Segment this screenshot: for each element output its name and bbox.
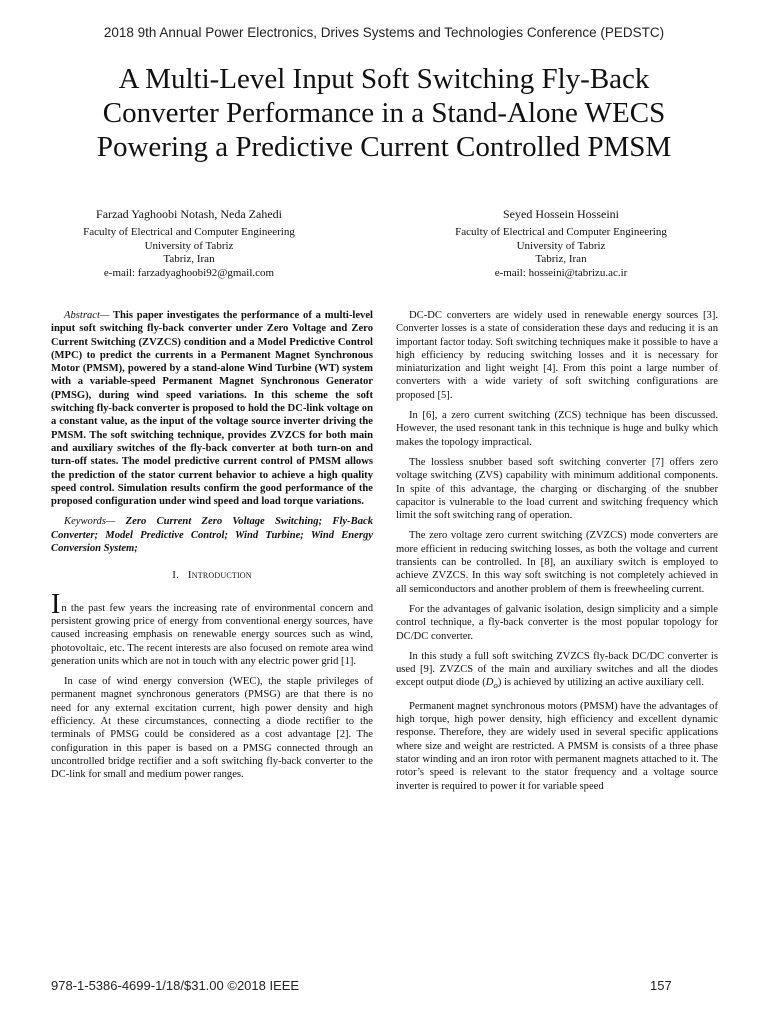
- author-block-right: [396, 208, 726, 280]
- title-line: Converter Performance in a Stand-Alone WECS: [102, 97, 666, 129]
- keywords: [51, 515, 373, 555]
- body-paragraph: The lossless snubber based soft switching converter [7] offers zero voltage switching (ZVS) capability with minimum additional components. In spite of this advantage, the charging or discharging of the snubber capacitor is vulnerable to the load current and switching frequency which limit the soft switching rang of operation.: [396, 456, 718, 522]
- author-department: Faculty of Electrical and Computer Engineering: [83, 226, 295, 239]
- abstract: [51, 309, 373, 508]
- diode-symbol: D: [485, 677, 494, 689]
- author-department: Faculty of Electrical and Computer Engineering: [455, 226, 667, 239]
- author-email: e-mail: hosseini@tabrizu.ac.ir: [494, 266, 628, 279]
- body-paragraph: In [6], a zero current switching (ZCS) technique has been discussed. However, the used resonant tank in this technique is huge and bulky which makes the topology impractical.: [396, 410, 718, 448]
- author-block-left: [24, 208, 354, 280]
- author-name: Farzad Yaghoobi Notash, Neda Zahedi: [96, 207, 282, 221]
- drop-cap: I: [51, 588, 61, 620]
- title-line: Powering a Predictive Current Controlled PMSM: [96, 131, 672, 163]
- diode-paragraph-text: In this study a full soft switching ZVZCS fly-back DC/DC converter is used [9]. ZVZCS of the main and auxiliary switches and all the diodes except output diode (: [396, 650, 718, 689]
- body-paragraph: The zero voltage zero current switching (ZVZCS) mode converters are more efficient in reducing switching losses, as both the voltage and current transients can be controlled. In [8], an auxiliary switch is employed to achieve ZVZCS. In this way soft switching is not completely achieved in all semiconductors and another problem of them is freewheeling current.: [396, 530, 718, 595]
- section-heading-introduction: [51, 569, 373, 582]
- diode-paragraph-text: ) is achieved by utilizing an active auxiliary cell.: [497, 677, 705, 689]
- author-location: Tabriz, Iran: [535, 253, 587, 266]
- intro-paragraph-text: n the past few years the increasing rate of environmental concern and persistent growing price of energy from conventional energy sources, have caused increasing emphasis on renewable energy sources such as wind, photovoltaic, etc. The recent interests are also focused on remote area wind generation units which are not in touch with any electric power grid [1].: [51, 602, 373, 667]
- author-location: Tabriz, Iran: [163, 253, 215, 266]
- body-paragraph: For the advantages of galvanic isolation, design simplicity and a simple control technique, a fly-back converter is the most popular topology for DC/DC converter.: [396, 603, 718, 642]
- body-paragraph: Permanent magnet synchronous motors (PMSM) have the advantages of high torque, high power density, high efficiency and excellent dynamic response. Therefore, they are widely used in several specific applications where size and weight are restricted. A PMSM is consists of a three phase stator winding and an iron rotor with permanent magnets attached to it. The rotor’s speed is relevant to the stator frequency and a voltage source inverter is required to power it for variable speed: [396, 700, 718, 792]
- section-number: I.: [172, 569, 180, 582]
- body-paragraph: DC-DC converters are widely used in renewable energy sources [3]. Converter losses is a state of consideration these days and reducing it is an important factor today. Soft switching techniques make it possible to have a high efficiency by reducing switching losses and it is necessary for miniaturization and light weight [4]. From this point a large number of converters with a wide variety of soft switching configurations are proposed [5].: [396, 310, 718, 401]
- author-university: University of Tabriz: [144, 239, 234, 252]
- author-university: University of Tabriz: [516, 239, 606, 252]
- keywords-text: Zero Current Zero Voltage Switching; Fly-Back Converter; Model Predictive Control; Wind Turbine; Wind Energy Conversion System;: [51, 516, 373, 555]
- page-number: 157: [650, 978, 672, 993]
- diode-subscript: o: [493, 680, 498, 691]
- abstract-text: This paper investigates the performance of a multi-level input soft switching fly-back converter under Zero Voltage and Zero Current Switching (ZVZCS) condition and a Model Predictive Control (MPC) to predict the currents in a Permanent Magnet Synchronous Motor (PMSM), powered by a stand-alone Wind Turbine (WT) system with a variable-speed Permanent Magnet Synchronous Generator (PMSG), during wind speed variations. In this scheme the soft switching fly-back converter is proposed to hold the DC-link voltage on a constant value, as the input of the voltage source inverter driving the PMSM. The soft switching technique, provides ZVZCS for both main and auxiliary switches of the fly-back converter at both turn-on and turn-off states. The model predictive current control of PMSM allows the prediction of the stator current behavior to achieve a high quality speed control. Simulation results confirm the good performance of the proposed configuration under wind speed and load torque variations.: [51, 310, 373, 508]
- author-name: Seyed Hossein Hosseini: [503, 207, 619, 221]
- footer-isbn: 978-1-5386-4699-1/18/$31.00 ©2018 IEEE: [51, 978, 300, 993]
- title-line: A Multi-Level Input Soft Switching Fly-Back: [118, 63, 650, 95]
- paper-title: [40, 62, 728, 164]
- keywords-label: Keywords—: [64, 516, 116, 528]
- intro-paragraph: In case of wind energy conversion (WEC), the staple privileges of permanent magnet synchronous generators (PMSG) are that there is no need for any external excitation current, high power density and high efficiency. At these circumstances, connecting a diode rectifier to the terminals of PMSG could be considered as a cost advantage [2]. The configuration in this paper is based on a PMSG connected through an uncontrolled bridge rectifier and a soft switching fly-back converter to the DC-link for small and medium power ranges.: [51, 676, 373, 781]
- body-paragraph-diode: [396, 650, 718, 693]
- conference-header: 2018 9th Annual Power Electronics, Drives Systems and Technologies Conference (PEDSTC): [103, 25, 665, 40]
- right-column: [396, 309, 718, 800]
- left-column: [51, 309, 373, 789]
- author-email: e-mail: farzadyaghoobi92@gmail.com: [103, 266, 275, 279]
- intro-paragraph: [51, 588, 373, 668]
- section-title: Introduction: [187, 569, 252, 582]
- abstract-label: Abstract—: [64, 310, 110, 321]
